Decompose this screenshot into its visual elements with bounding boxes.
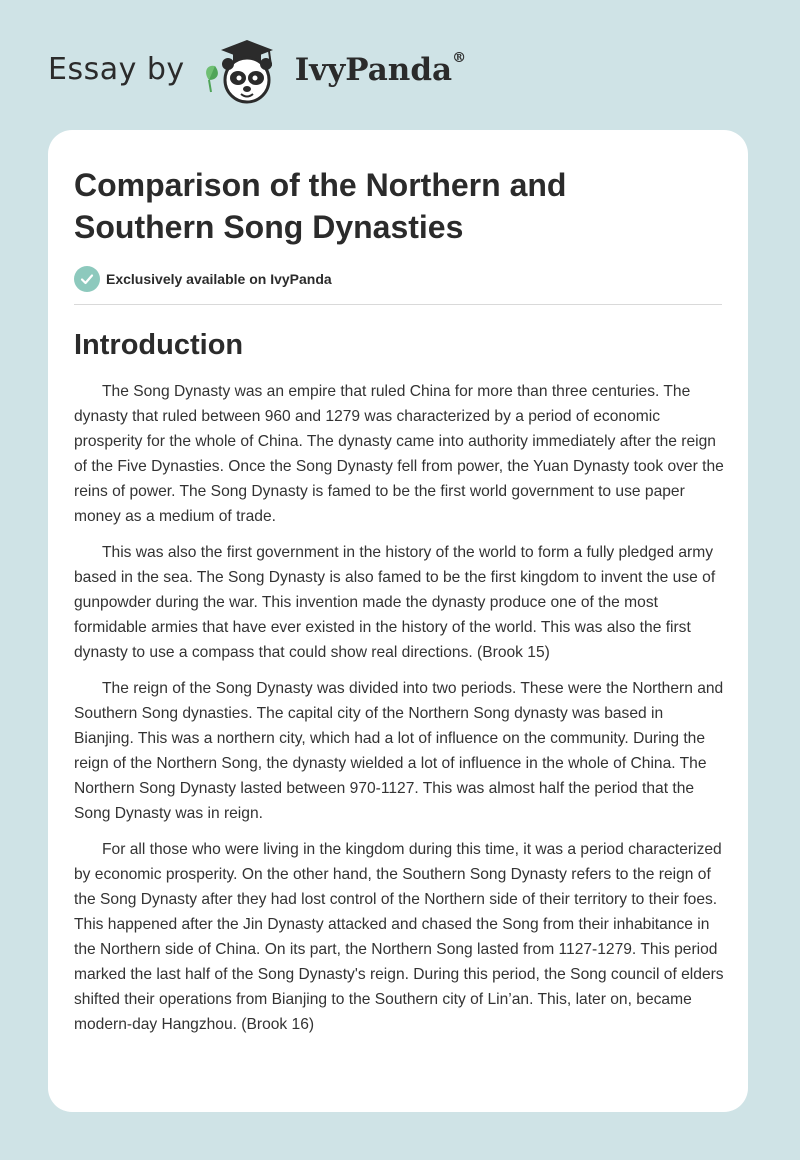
panda-logo-icon[interactable] bbox=[199, 36, 289, 108]
article-card bbox=[48, 130, 748, 1112]
essay-by-label: Essay by bbox=[48, 51, 185, 87]
divider bbox=[74, 304, 722, 305]
badge-label: Exclusively available on IvyPanda bbox=[106, 271, 332, 287]
paragraph: The Song Dynasty was an empire that ruled China for more than three centuries. The dynasty that ruled between 960 and 1279 was characterized by a period of economic prosperity for the whole of China. The dynasty came into authority immediately after the reign of the Five Dynasties. Once the Song Dynasty fell from power, the Yuan Dynasty took over the reins of power. The Song Dynasty is famed to be the first world government to use paper money as a medium of trade. bbox=[74, 383, 724, 525]
paragraph: This was also the first government in the history of the world to form a fully pledged army based in the sea. The Song Dynasty is also famed to be the first kingdom to invent the use of gunpowder during the war. This invention made the dynasty produce one of the most formidable armies that have ever existed in the history of the world. This was also the first dynasty to use a compass that could show real directions. (Brook 15) bbox=[74, 544, 716, 661]
check-icon bbox=[74, 266, 100, 292]
article-title: Comparison of the Northern and Southern Song Dynasties bbox=[74, 167, 567, 245]
paragraph: The reign of the Song Dynasty was divided into two periods. These were the Northern and Southern Song dynasties. The capital city of the Northern Song dynasty was based in Bianjing. This was a northern city, which had a lot of influence on the community. During the reign of the Northern Song, the dynasty wielded a lot of influence in the whole of China. The Northern Song Dynasty lasted between 970-1127. This was almost half the period that the Song Dynasty was in reign. bbox=[74, 680, 724, 822]
exclusive-badge bbox=[74, 266, 722, 292]
registered-mark: ® bbox=[452, 50, 467, 66]
site-header bbox=[48, 36, 466, 108]
paragraph: For all those who were living in the kingdom during this time, it was a period characterized by economic prosperity. On the other hand, the Southern Song Dynasty refers to the reign of the Song Dynasty after they had lost control of the Northern side of their territory to their foes. This happened after the Jin Dynasty attacked and chased the Song from their inhabitance in the Northern side of China. On its part, the Northern Song lasted from 1127-1279. This period marked the last half of the Song Dynasty's reign. During this period, the Song council of elders shifted their operations from Bianjing to the Southern city of Lin’an. This, later on, became modern-day Hangzhou. (Brook 16) bbox=[74, 841, 724, 1033]
section-heading: Introduction bbox=[74, 329, 244, 361]
brand-name[interactable]: IvyPanda® bbox=[294, 50, 467, 88]
